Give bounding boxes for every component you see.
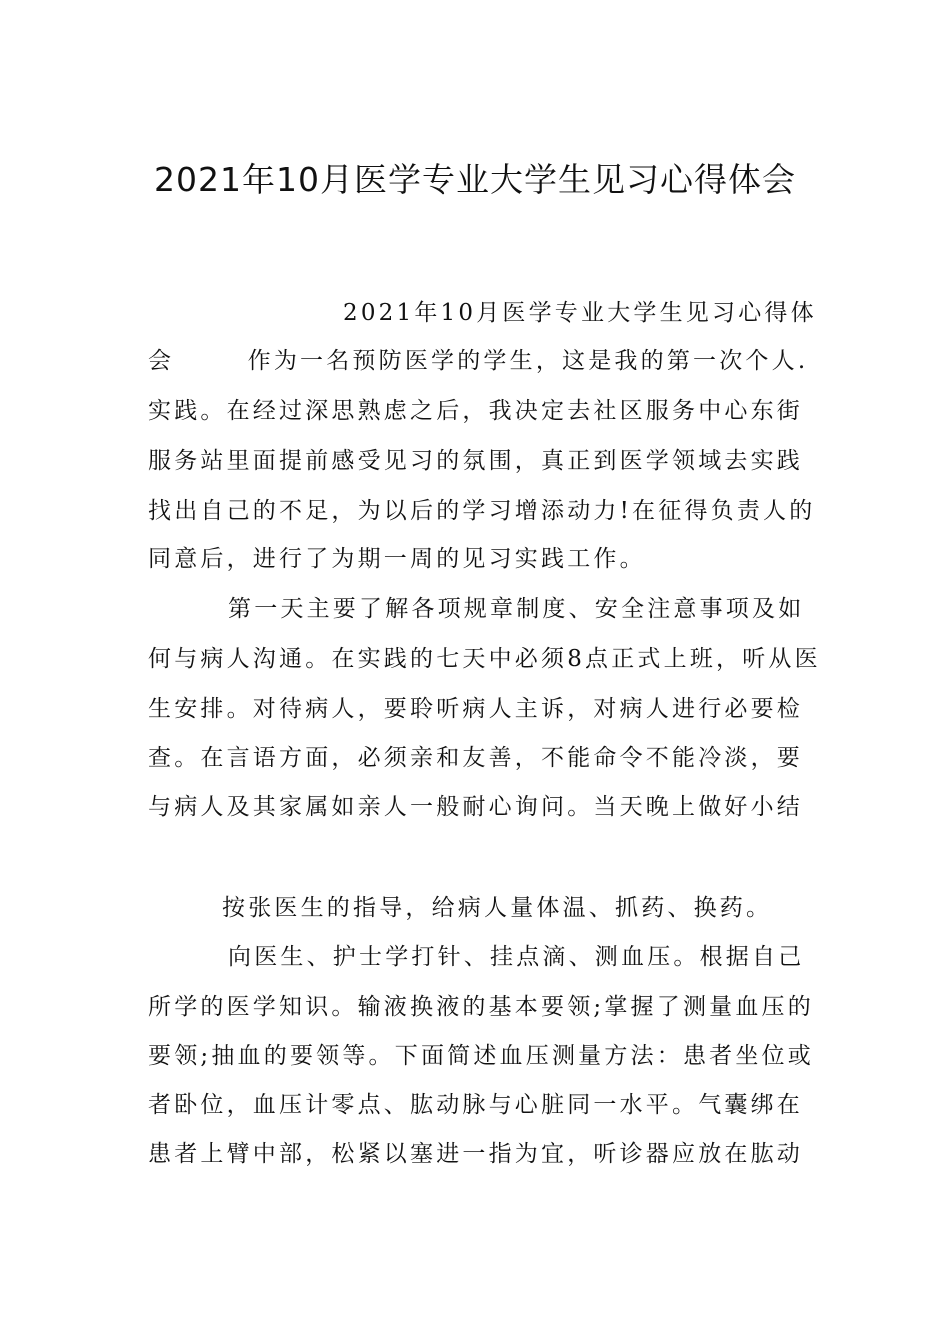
paragraph-line: 患者上臂中部，松紧以塞进一指为宜，听诊器应放在肱动 [148, 1141, 803, 1167]
paragraph-line: 按张医生的指导，给病人量体温、抓药、换药。 [222, 895, 773, 921]
paragraph-line: 同意后，进行了为期一周的见习实践工作。 [148, 546, 646, 572]
paragraph-line: 生安排。对待病人，要聆听病人主诉，对病人进行必要检 [148, 696, 803, 722]
paragraph-line: 找出自己的不足，为以后的学习增添动力!在征得负责人的 [148, 498, 816, 524]
paragraph-line: 何与病人沟通。在实践的七天中必须8点正式上班，听从医 [148, 646, 821, 672]
paragraph-line: 查。在言语方面，必须亲和友善，不能命令不能冷淡，要 [148, 745, 803, 771]
paragraph-line: 第一天主要了解各项规章制度、安全注意事项及如 [228, 596, 805, 622]
paragraph-line: 与病人及其家属如亲人一般耐心询问。当天晚上做好小结 [148, 794, 803, 820]
paragraph-line: 实践。在经过深思熟虑之后，我决定去社区服务中心东街 [148, 398, 803, 424]
paragraph-line: 向医生、护士学打针、挂点滴、测血压。根据自己 [228, 944, 805, 970]
document-title: 2021年10月医学专业大学生见习心得体会 [154, 160, 796, 199]
paragraph-line: 服务站里面提前感受见习的氛围，真正到医学领域去实践 [148, 448, 803, 474]
paragraph-line: 者卧位，血压计零点、肱动脉与心脏同一水平。气囊绑在 [148, 1092, 803, 1118]
paragraph-line: 2021年10月医学专业大学生见习心得体 [343, 300, 817, 326]
paragraph-line: 会 作为一名预防医学的学生，这是我的第一次个人. [148, 348, 809, 374]
paragraph-line: 所学的医学知识。输液换液的基本要领;掌握了测量血压的 [148, 994, 814, 1020]
paragraph-line: 要领;抽血的要领等。下面简述血压测量方法：患者坐位或 [148, 1043, 814, 1069]
